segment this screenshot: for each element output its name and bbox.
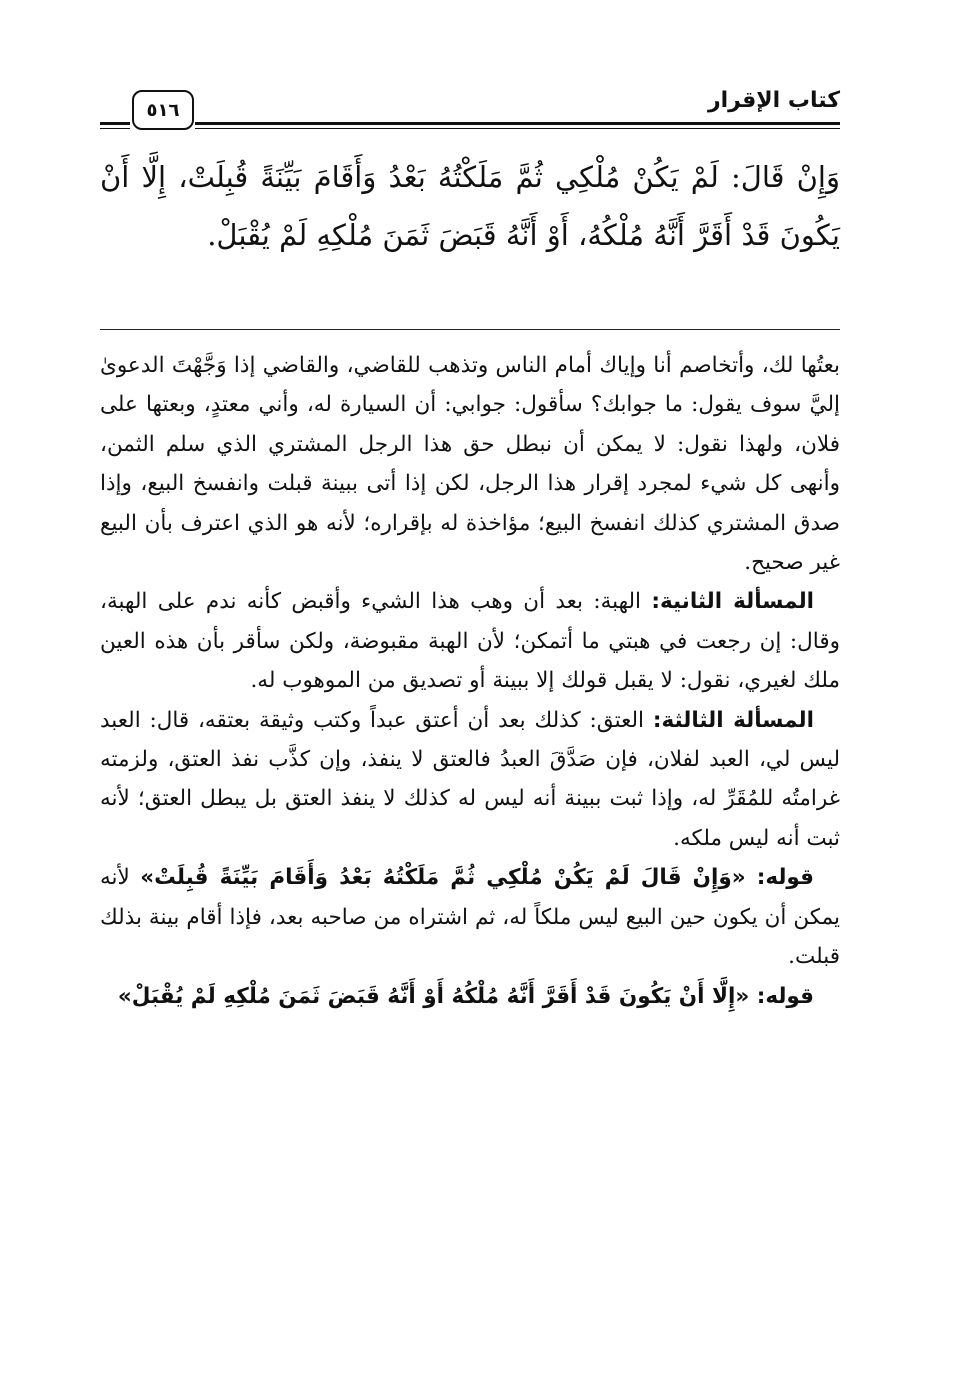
commentary-paragraph-4: [100, 858, 840, 976]
matn-quote: «إِلَّا أَنْ يَكُونَ قَدْ أَقَرَّ أَنَّهُ مُلْكُهُ أَوْ أَنَّهُ قَبَضَ ثَمَنَ مُلْكِهِ لَمْ يُقْبَلْ»: [117, 983, 757, 1009]
commentary-paragraph-1: بعتُها لك، وأتخاصم أنا وإياك أمام الناس وتذهب للقاضي، والقاضي إذا وَجَّهْتَ الدعوىٰ إليَّ سوف يقول: ما جوابك؟ سأقول: جوابي: أن السيارة له، وأني معتدٍ، وبعتها على فلان، ولهذا نقول: لا يمكن أن نبطل حق هذا الرجل المشتري الذي سلم الثمن، وأنهى كل شيء لمجرد إقرار هذا الرجل، لكن إذا أتى ببينة قبلت وانفسخ البيع، وإذا صدق المشتري كذلك انفسخ البيع؛ مؤاخذة له بإقراره؛ لأنه هو الذي اعترف بأن البيع غير صحيح.: [100, 353, 840, 576]
matn-text: وَإِنْ قَالَ: لَمْ يَكُنْ مُلْكِي ثُمَّ مَلَكْتُهُ بَعْدُ وَأَقَامَ بَيِّنَةً قُبِلَتْ، إِلَّا أَنْ يَكُونَ قَدْ أَقَرَّ أَنَّهُ مُلْكُهُ، أَوْ أَنَّهُ قَبَضَ ثَمَنَ مُلْكِهِ لَمْ يُقْبَلْ.: [100, 160, 840, 252]
quote-label: قوله:: [756, 865, 814, 891]
page-number: ٥١٦: [132, 90, 194, 130]
commentary-paragraph-2: [100, 582, 840, 700]
text-divider: [100, 329, 840, 330]
commentary-paragraph-5: [100, 977, 840, 1016]
header-rule-left: [100, 122, 130, 125]
commentary-paragraph-3: [100, 701, 840, 859]
quote-explanation: لأنه يمكن أن يكون حين البيع ليس ملكاً له، ثم اشتراه من صاحبه بعد، فإذا أقام بينة بذلك قبلت.: [100, 865, 840, 970]
issue-text-second: الهبة: بعد أن وهب هذا الشيء وأقبض كأنه ندم على الهبة، وقال: إن رجعت في هبتي ما أتمكن؛ لأن الهبة مقبوضة، ولكن سأقر بأن هذه العين ملك لغيري، نقول: لا يقبل قولك إلا ببينة أو تصديق من الموهوب له.: [100, 589, 840, 694]
matn-quote: «وَإِنْ قَالَ لَمْ يَكُنْ مُلْكِي ثُمَّ مَلَكْتُهُ بَعْدُ وَأَقَامَ بَيِّنَةً قُبِلَتْ»: [140, 865, 757, 891]
commentary: [100, 346, 840, 1016]
header-rule: [195, 122, 840, 125]
header-rule-thin: [195, 128, 840, 129]
issue-heading-second: المسألة الثانية:: [651, 589, 815, 615]
issue-text-third: العتق: كذلك بعد أن أعتق عبداً وكتب وثيقة بعتقه، قال: العبد ليس لي، العبد لفلان، فإن صَدَّقَ العبدُ فالعتق لا ينفذ، وإن كذَّب نفذ العتق، ولزمته غرامتُه للمُقَرِّ له، وإذا ثبت ببينة أنه ليس له كذلك لا ينفذ العتق بل يبطل العتق؛ لأنه ثبت أنه ليس ملكه.: [100, 707, 840, 851]
book-title: كتاب الإقرار: [707, 88, 840, 113]
page-header: [100, 86, 840, 134]
issue-heading-third: المسألة الثالثة:: [652, 707, 814, 733]
quote-label: قوله:: [756, 983, 814, 1009]
header-rule-left-thin: [100, 128, 130, 129]
